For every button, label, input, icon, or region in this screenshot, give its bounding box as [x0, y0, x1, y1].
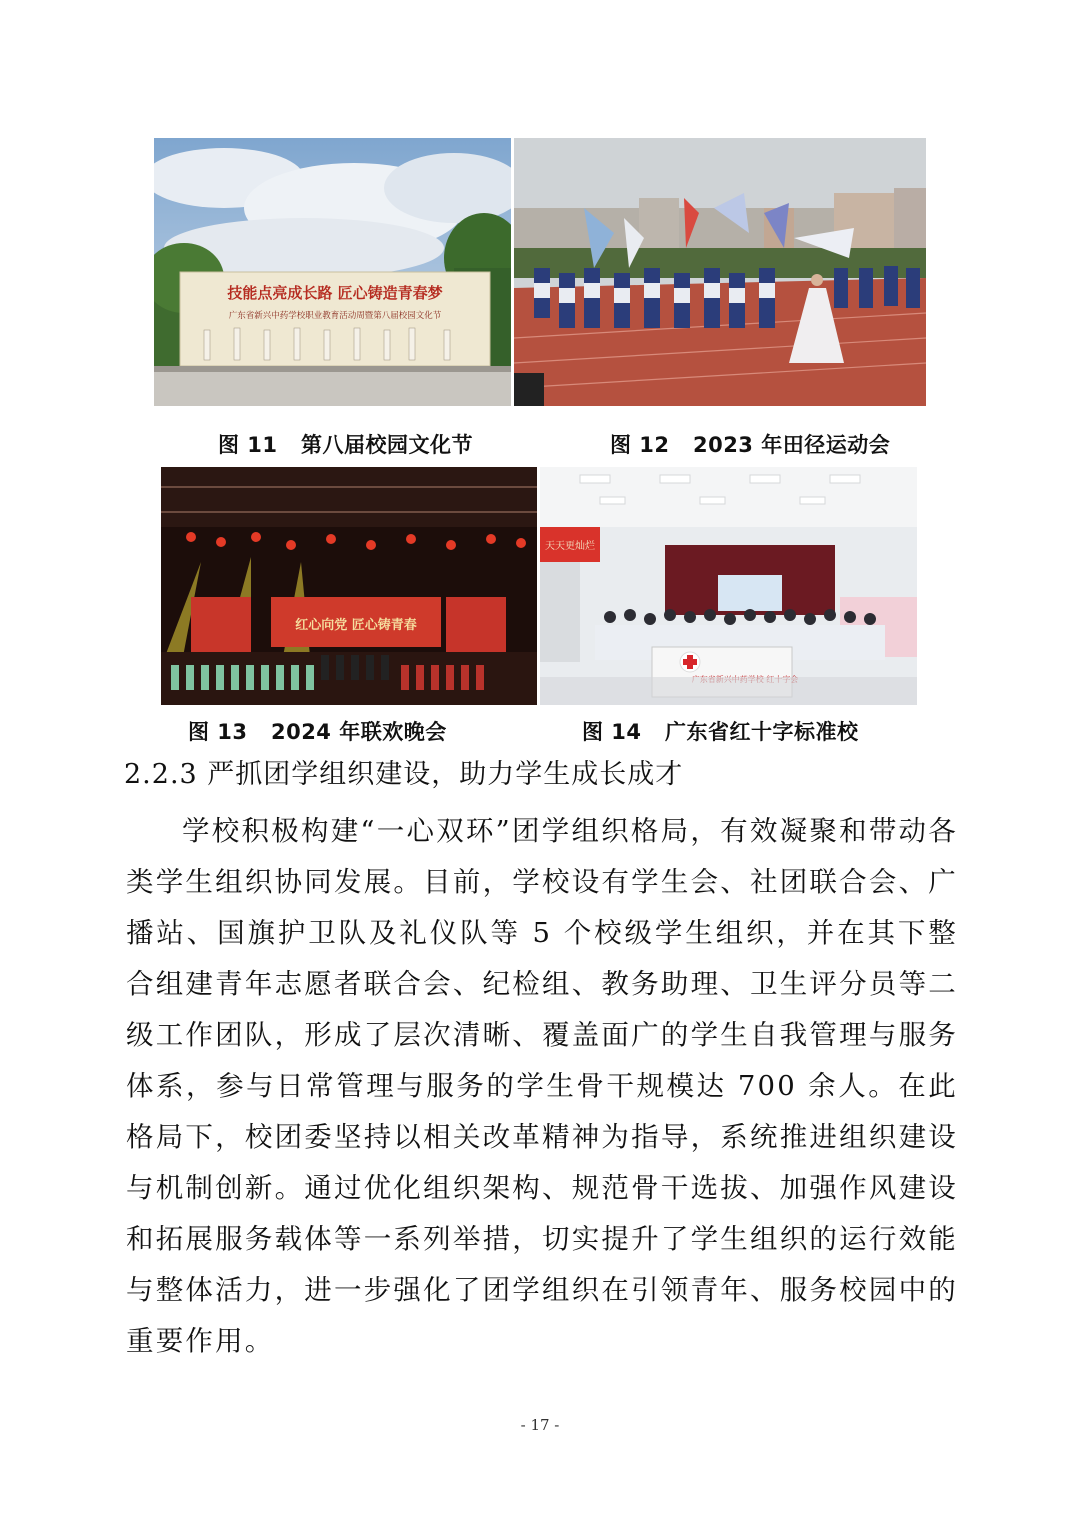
figure-caption-14: 图 14 广东省红十字标准校 — [582, 720, 859, 744]
photo-red-cross — [540, 467, 917, 705]
photo-gala — [161, 467, 537, 705]
page-number: - 17 - — [520, 1416, 560, 1434]
wall-slogan: 天天更灿烂 — [545, 541, 595, 552]
section-heading: 2.2.3 严抓团学组织建设，助力学生成长成才 — [124, 759, 684, 790]
body-paragraph: 学校积极构建“一心双环”团学组织格局，有效凝聚和带动各类学生组织协同发展。目前，学校设有学生会、社团联合会、广播站、国旗护卫队及礼仪队等 5 个校级学生组织，并在其下整合组建青年志愿者联合会、纪检组、教务助理、卫生评分员等二级工作团队，形成了层次清晰、覆盖面广的学生自我管理与服务体系，参与日常管理与服务的学生骨干规模达 700 余人。在此格局下，校团委坚持以相关改革精神为指导，系统推进组织建设与机制创新。通过优化组织架构、规范骨干选拔、加强作风建设和拓展服务载体等一系列举措，切实提升了学生组织的运行效能与整体活力，进一步强化了团学组织在引领青年、服务校园中的重要作用。 — [126, 815, 958, 1357]
photo-cultural-festival — [154, 138, 511, 406]
figure-caption-11: 图 11 第八届校园文化节 — [218, 433, 473, 457]
banner-subtitle: 广东省新兴中药学校职业教育活动周暨第八届校园文化节 — [228, 311, 442, 321]
figure-caption-13: 图 13 2024 年联欢晚会 — [188, 720, 447, 744]
banner-slogan: 技能点亮成长路 匠心铸造青春梦 — [227, 284, 443, 302]
figure-caption-12: 图 12 2023 年田径运动会 — [610, 433, 891, 457]
photo-sports-meet — [514, 138, 926, 406]
stage-backdrop-text: 红心向党 匠心铸青春 — [295, 618, 417, 633]
